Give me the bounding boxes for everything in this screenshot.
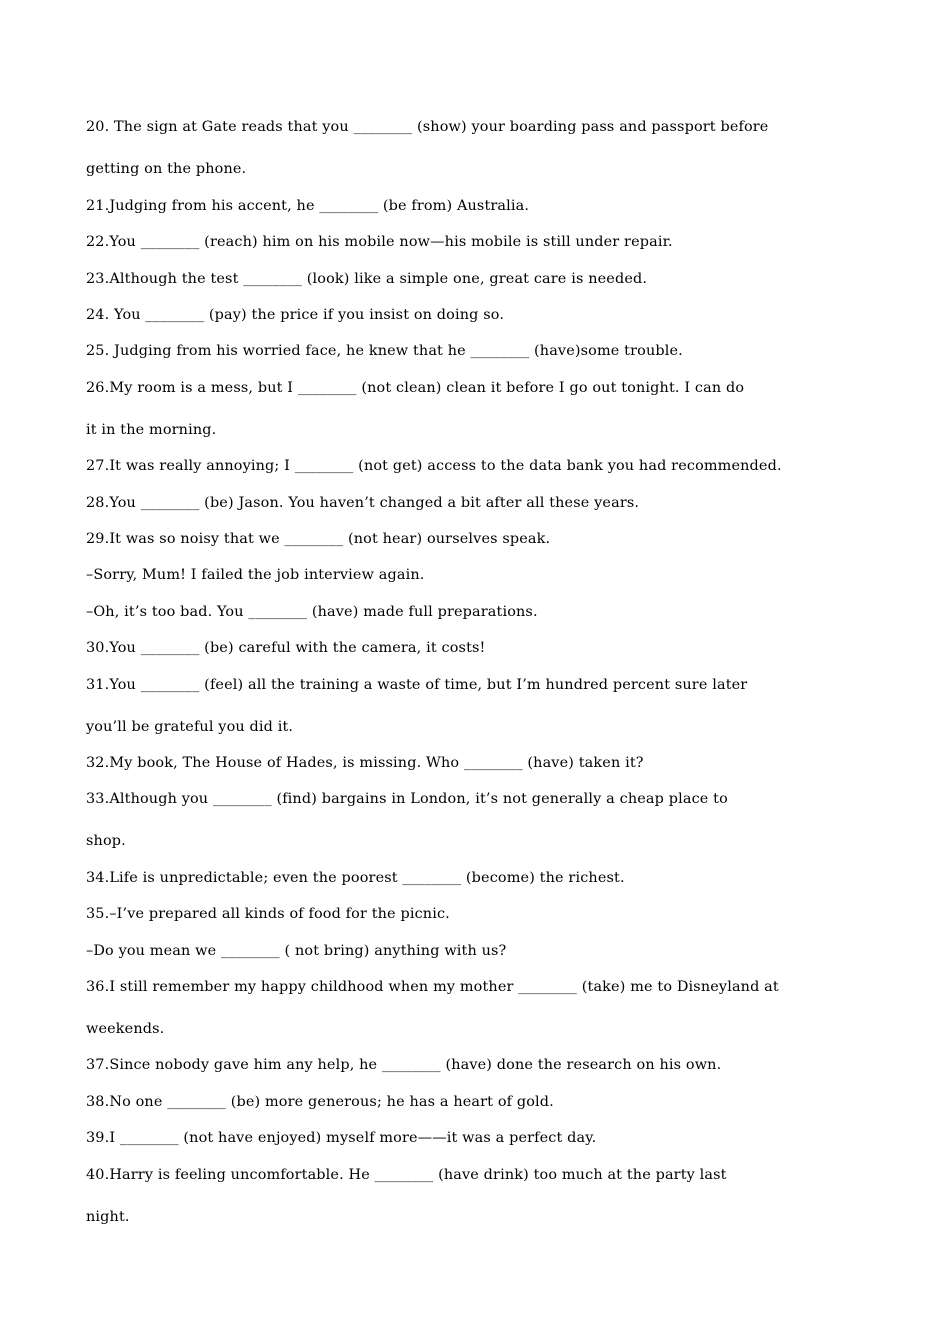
question-22: 22.You ________ (reach) him on his mobile now—his mobile is still under repair. (86, 234, 673, 250)
question-31-line-1: 31.You ________ (feel) all the training a waste of time, but I’m hundred percent sure later (86, 677, 748, 693)
question-33-line-2: shop. (86, 833, 126, 849)
question-36-line-2: weekends. (86, 1021, 165, 1037)
question-40-line-1: 40.Harry is feeling uncomfortable. He ________ (have drink) too much at the party last (86, 1167, 727, 1183)
question-20-line-2: getting on the phone. (86, 161, 247, 177)
question-31-line-2: you’ll be grateful you did it. (86, 719, 294, 735)
question-23: 23.Although the test ________ (look) like a simple one, great care is needed. (86, 271, 648, 287)
question-39: 39.I ________ (not have enjoyed) myself more——it was a perfect day. (86, 1130, 597, 1146)
question-20-line-1: 20. The sign at Gate reads that you ________ (show) your boarding pass and passport before (86, 119, 769, 135)
question-28: 28.You ________ (be) Jason. You haven’t changed a bit after all these years. (86, 495, 640, 511)
question-24: 24. You ________ (pay) the price if you insist on doing so. (86, 307, 505, 323)
question-32: 32.My book, The House of Hades, is missing. Who ________ (have) taken it? (86, 755, 644, 771)
question-25: 25. Judging from his worried face, he knew that he ________ (have)some trouble. (86, 343, 683, 359)
question-40-line-2: night. (86, 1209, 130, 1225)
question-38: 38.No one ________ (be) more generous; he has a heart of gold. (86, 1094, 554, 1110)
question-34: 34.Life is unpredictable; even the poorest ________ (become) the richest. (86, 870, 625, 886)
question-21: 21.Judging from his accent, he ________ (be from) Australia. (86, 198, 530, 214)
question-33-line-1: 33.Although you ________ (find) bargains in London, it’s not generally a cheap place to (86, 791, 728, 807)
dialogue-line-1: –Sorry, Mum! I failed the job interview again. (86, 567, 425, 583)
question-30: 30.You ________ (be) careful with the camera, it costs! (86, 640, 486, 656)
question-27: 27.It was really annoying; I ________ (not get) access to the data bank you had recommended. (86, 458, 782, 474)
dialogue-line-2: –Oh, it’s too bad. You ________ (have) made full preparations. (86, 604, 538, 620)
question-35-line-2: –Do you mean we ________ ( not bring) anything with us? (86, 943, 507, 959)
question-37: 37.Since nobody gave him any help, he ________ (have) done the research on his own. (86, 1057, 722, 1073)
question-29: 29.It was so noisy that we ________ (not hear) ourselves speak. (86, 531, 551, 547)
question-35-line-1: 35.–I’ve prepared all kinds of food for the picnic. (86, 906, 450, 922)
question-26-line-2: it in the morning. (86, 422, 217, 438)
question-26-line-1: 26.My room is a mess, but I ________ (not clean) clean it before I go out tonight. I can do (86, 380, 745, 396)
question-36-line-1: 36.I still remember my happy childhood when my mother ________ (take) me to Disneyland at (86, 979, 779, 995)
